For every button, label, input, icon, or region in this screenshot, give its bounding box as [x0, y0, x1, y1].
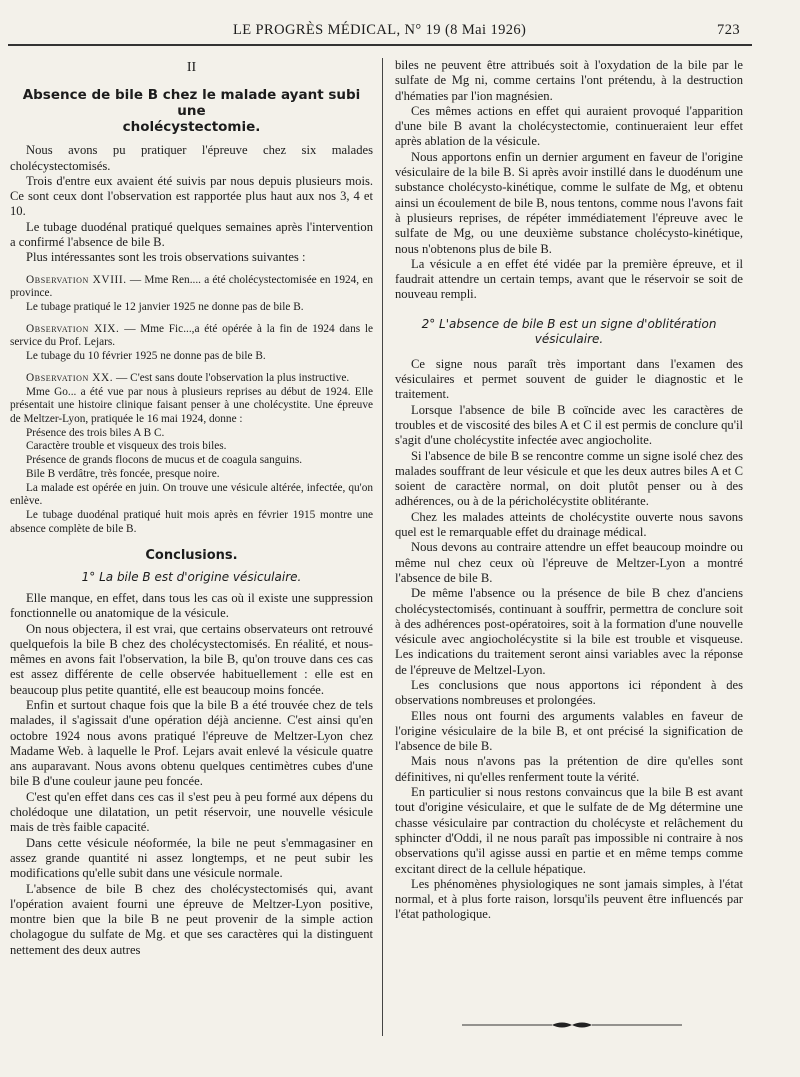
paragraph: Le tubage pratiqué le 12 janvier 1925 ne donne pas de bile B. — [26, 301, 304, 314]
paragraph: Le tubage du 10 février 1925 ne donne pas de bile B. — [26, 350, 266, 363]
paragraph: Nous devons au contraire attendre un effet beaucoup moindre ou même nul chez ceux où l'épreuve de Meltzer-Lyon a montré l'absence de bile B. — [395, 540, 743, 585]
observation-label: Observation XIX. — [26, 322, 120, 335]
paragraph: On nous objectera, il est vrai, que certains observateurs ont retrouvé quelquefois la bile B chez des cholécystectomisés. En réalité, et nous-mêmes en avons fait l'observation, la bile B, qu'on trouve dans ces cas est assez différente de celle observée habituellement : elle est en beaucoup plus petite quantité, elle est beaucoup moins foncée. — [10, 621, 373, 697]
subsection-heading — [395, 317, 743, 347]
paragraph: Présence de grands flocons de mucus et de coagula sanguins. — [26, 454, 303, 467]
section-numeral: II — [186, 60, 197, 75]
subsection-heading: 1° La bile B est d'origine vésiculaire. — [81, 569, 302, 584]
paragraph: Si l'absence de bile B se rencontre comme un signe isolé chez des malades souffrant de leur vésicule et que les deux autres biles A et C soient de caractère normal, on doit plutôt penser ou à des adhérences, ou à de la péricholécystite oblitérante. — [395, 448, 743, 509]
observation-text: — C'est sans doute l'observation la plus instructive. — [113, 371, 350, 384]
paragraph: Les conclusions que nous apportons ici répondent à des observations nombreuses et prolongées. — [395, 677, 743, 708]
paragraph: Les phénomènes physiologiques ne sont jamais simples, à l'état normal, et à plus forte raison, lorsqu'ils peuvent être influencés par l'état pathologique. — [395, 876, 743, 922]
observation-text: — Mme Fic...,a été opérée à la fin de 1924 dans le service du Prof. Lejars. — [10, 322, 373, 349]
section-heading-cont: cholécystectomie. — [122, 119, 261, 136]
paragraph: Ce signe nous paraît très important dans l'examen des vésiculaires et permet souvent de guider le diagnostic et le traitement. — [395, 356, 743, 402]
subsection-heading-line: 2° L'absence de bile B est un signe d'oblitération — [421, 316, 717, 331]
column-divider — [382, 58, 383, 1036]
paragraph: Elle manque, en effet, dans tous les cas où il existe une suppression fonctionnelle ou anatomique de la vésicule. — [10, 590, 373, 621]
paragraph: La malade est opérée en juin. On trouve une vésicule altérée, infectée, qu'on enlève. — [10, 481, 373, 508]
conclusions-heading: Conclusions. — [145, 548, 238, 564]
paragraph: Elles nous ont fourni des arguments valables en faveur de l'origine vésiculaire de la bile B, et ont précisé la signification de l'absence de bile B. — [395, 708, 743, 754]
section-heading: Absence de bile B chez le malade ayant subi une — [22, 87, 361, 120]
subsection-heading-line: vésiculaire. — [534, 331, 604, 346]
paragraph: Plus intéressantes sont les trois observations suivantes : — [26, 250, 306, 265]
observation-xviii — [10, 274, 373, 301]
end-ornament — [462, 1020, 682, 1030]
paragraph: Ces mêmes actions en effet qui auraient provoqué l'apparition d'une bile B avant la cholécystectomie, continueraient leur effet après ablation de la vésicule. — [395, 103, 743, 149]
observation-label: Observation XVIII. — [26, 273, 127, 286]
paragraph: Bile B verdâtre, très foncée, presque noire. — [26, 467, 220, 480]
observation-label: Observation XX. — [26, 371, 114, 384]
paragraph: Enfin et surtout chaque fois que la bile B a été trouvée chez de tels malades, il s'agissait d'une opération déjà ancienne. C'est ainsi qu'en octobre 1924 nous avons pratiqué l'épreuve de Meltzer-Lyon chez Madame Web. à laquelle le Prof. Lejars avait enlevé la vésicule quatre ans auparavant. Nous avons obtenu quelques centimètres cubes d'une bile B d'une couleur jaune peu foncée. — [10, 698, 373, 789]
paragraph: Présence des trois biles A B C. — [26, 426, 165, 439]
paragraph: Le tubage duodénal pratiqué quelques semaines après l'intervention a confirmé l'absence de bile B. — [10, 219, 373, 250]
paragraph: Trois d'entre eux avaient été suivis par nous depuis plusieurs mois. Ce sont ceux dont l'observation est rapportée plus haut aux nos 3, 4 et 10. — [10, 173, 373, 219]
paragraph: En particulier si nous restons convaincus que la bile B est avant tout d'origine vésiculaire, et que le sulfate de de Mg détermine une chasse vésiculaire par contraction du cholécyste et relâchement du sphincter d'Oddi, il ne nous paraît pas impossible ni contraire à nos observations qu'il agisse aussi en partie et en même temps comme excitant direct de la cellule hépatique. — [395, 785, 743, 876]
paragraph: Caractère trouble et visqueux des trois biles. — [26, 440, 227, 453]
right-column — [395, 58, 743, 923]
paragraph: Mais nous n'avons pas la prétention de dire qu'elles sont définitives, ni qu'elles renferment toute la vérité. — [395, 754, 743, 784]
paragraph: De même l'absence ou la présence de bile B chez d'anciens cholécystectomisés, continuant à souffrir, permettra de conclure soit à des adhérences post-opératoires, soit à la formation d'une nouvelle vésicule avec angiocholécystite si la bile est trouble et visqueuse. Les indications du traitement seront ainsi variables avec la réponse de l'épreuve de Meltzel-Lyon. — [395, 586, 743, 677]
paragraph: L'absence de bile B chez des cholécystectomisés qui, avant l'opération avaient fourni une épreuve de Meltzer-Lyon positive, montre bien que la bile B ne peut provenir de la simple action cholagogue du sulfate de Mg. et que ses caractères qui la distinguent nettement des deux autres — [10, 881, 373, 957]
page-number: 723 — [717, 22, 740, 38]
observation-xix — [10, 323, 373, 350]
header-rule — [8, 44, 752, 46]
paragraph: Nous avons pu pratiquer l'épreuve chez six malades cholécystectomisés. — [10, 143, 373, 173]
paragraph: Lorsque l'absence de bile B coïncide avec les caractères de troubles et de viscosité des biles A et C il est permis de conclure qu'il s'agit d'une cholécystite infectée avec angiocholite. — [395, 402, 743, 448]
running-header — [8, 18, 792, 40]
paragraph: C'est qu'en effet dans ces cas il s'est peu à peu formé aux dépens du cholédoque une dilatation, un petit réservoir, une nouvelle vésicule mais de très faible capacité. — [10, 789, 373, 835]
paragraph: Nous apportons enfin un dernier argument en faveur de l'origine vésiculaire de la bile B. Si après avoir instillé dans le duodénum une substance cholécysto-kinétique, comme le sulfate de Mg, et obtenu ainsi un écoulement de bile B, nous tentons, comme nous l'avons fait à plusieurs reprises, de répéter immédiatement l'épreuve avec le sulfate de Mg, ou une deuxième substance cholécysto-kinétique, nous n'obtenons plus de bile B. — [395, 149, 743, 256]
paragraph: Dans cette vésicule néoformée, la bile ne peut s'emmagasiner en assez grande quantité ni assez longtemps, et ne peut subir les modifications qu'elle subit dans une vésicule normale. — [10, 835, 373, 881]
journal-title: LE PROGRÈS MÉDICAL, N° 19 (8 Mai 1926) — [233, 22, 527, 38]
paragraph: Le tubage duodénal pratiqué huit mois après en février 1915 montre une absence complète de bile B. — [10, 508, 373, 535]
paragraph: La vésicule a en effet été vidée par la première épreuve, et il faudrait attendre un certain temps, avant que le réservoir se soit de nouveau rempli. — [395, 256, 743, 302]
observation-xx — [10, 372, 373, 386]
paragraph: biles ne peuvent être attribués soit à l'oxydation de la bile par le sulfate de Mg ni, comme certains l'ont prétendu, à la destruction d'hématies par l'ion magnésien. — [395, 58, 743, 103]
observation-text: — Mme Ren.... a été cholécystectomisée en 1924, en province. — [10, 273, 373, 300]
paragraph: Mme Go... a été vue par nous à plusieurs reprises au début de 1924. Elle présentait une histoire clinique faisant penser à une cholécystite. Une épreuve de Meltzer-Lyon, pratiquée le 16 mai 1924, donne : — [10, 385, 373, 425]
left-column — [10, 58, 373, 958]
paragraph: Chez les malades atteints de cholécystite ouverte nous savons quel est le remarquable effet du drainage médical. — [395, 509, 743, 540]
